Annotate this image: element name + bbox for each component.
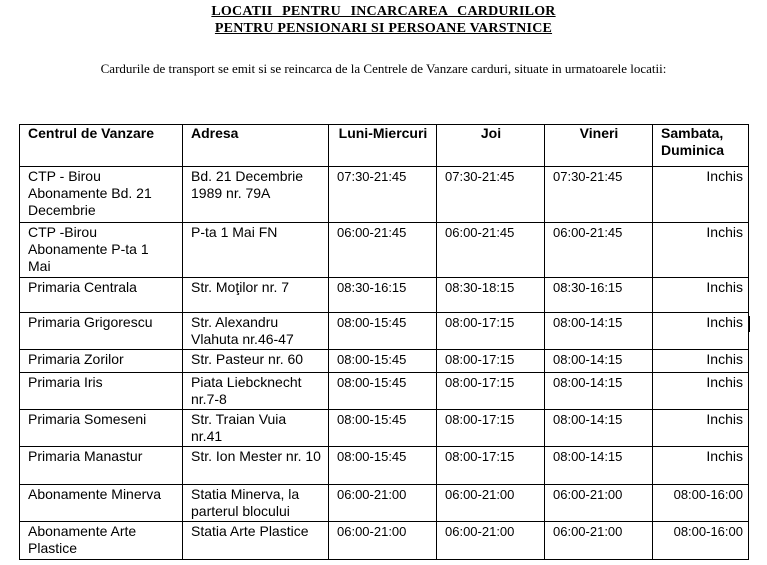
cell-vineri: 06:00-21:45 bbox=[545, 223, 653, 278]
header-sambata-duminica: Sambata, Duminica bbox=[653, 125, 749, 167]
cell-sambata-duminica: Inchis bbox=[653, 447, 749, 485]
table-row bbox=[20, 485, 749, 522]
cell-adresa: Str. Pasteur nr. 60 bbox=[183, 350, 329, 373]
cell-sambata-duminica: Inchis bbox=[653, 278, 749, 313]
table-row bbox=[20, 278, 749, 313]
cell-sambata-duminica: Inchis bbox=[653, 313, 749, 350]
cell-luni-miercuri: 08:30-16:15 bbox=[329, 278, 437, 313]
table-row bbox=[20, 313, 749, 350]
cell-luni-miercuri: 08:00-15:45 bbox=[329, 373, 437, 410]
table-row bbox=[20, 223, 749, 278]
cell-joi: 06:00-21:00 bbox=[437, 485, 545, 522]
cell-centru: Primaria Manastur bbox=[20, 447, 183, 485]
cell-joi: 08:00-17:15 bbox=[437, 410, 545, 447]
cell-sambata-duminica: Inchis bbox=[653, 410, 749, 447]
cell-vineri: 07:30-21:45 bbox=[545, 167, 653, 223]
cell-centru: Primaria Grigorescu bbox=[20, 313, 183, 350]
document-title-line-1: LOCATII PENTRU INCARCAREA CARDURILOR bbox=[211, 4, 556, 19]
document-title-line-2: PENTRU PENSIONARI SI PERSOANE VARSTNICE bbox=[214, 21, 553, 36]
cell-centru: Primaria Iris bbox=[20, 373, 183, 410]
cell-luni-miercuri: 08:00-15:45 bbox=[329, 447, 437, 485]
cell-luni-miercuri: 06:00-21:45 bbox=[329, 223, 437, 278]
cell-centru: CTP - Birou Abonamente Bd. 21 Decembrie bbox=[20, 167, 183, 223]
header-luni-miercuri: Luni-Miercuri bbox=[329, 125, 437, 167]
cell-joi: 08:30-18:15 bbox=[437, 278, 545, 313]
cell-adresa: Str. Traian Vuia nr.41 bbox=[183, 410, 329, 447]
header-centrul-de-vanzare: Centrul de Vanzare bbox=[20, 125, 183, 167]
locations-table bbox=[19, 124, 749, 560]
cell-joi: 08:00-17:15 bbox=[437, 447, 545, 485]
cell-luni-miercuri: 08:00-15:45 bbox=[329, 410, 437, 447]
cell-luni-miercuri: 06:00-21:00 bbox=[329, 522, 437, 560]
cell-centru: Abonamente Minerva bbox=[20, 485, 183, 522]
cell-luni-miercuri: 08:00-15:45 bbox=[329, 350, 437, 373]
text-cursor bbox=[749, 316, 750, 332]
table-row bbox=[20, 167, 749, 223]
cell-joi: 08:00-17:15 bbox=[437, 373, 545, 410]
cell-adresa: Bd. 21 Decembrie 1989 nr. 79A bbox=[183, 167, 329, 223]
cell-adresa: Statia Arte Plastice bbox=[183, 522, 329, 560]
cell-joi: 06:00-21:45 bbox=[437, 223, 545, 278]
cell-adresa: Str. Ion Mester nr. 10 bbox=[183, 447, 329, 485]
cell-vineri: 08:00-14:15 bbox=[545, 373, 653, 410]
cell-sambata-duminica: Inchis bbox=[653, 167, 749, 223]
cell-vineri: 08:00-14:15 bbox=[545, 350, 653, 373]
cell-luni-miercuri: 07:30-21:45 bbox=[329, 167, 437, 223]
cell-centru: Primaria Zorilor bbox=[20, 350, 183, 373]
cell-vineri: 08:00-14:15 bbox=[545, 410, 653, 447]
cell-sambata-duminica: Inchis bbox=[653, 373, 749, 410]
cell-adresa: Piata Liebcknecht nr.7-8 bbox=[183, 373, 329, 410]
table-row bbox=[20, 447, 749, 485]
table-row bbox=[20, 350, 749, 373]
cell-adresa: Str. Moţilor nr. 7 bbox=[183, 278, 329, 313]
cell-vineri: 08:00-14:15 bbox=[545, 447, 653, 485]
cell-sambata-duminica: 08:00-16:00 bbox=[653, 485, 749, 522]
cell-sambata-duminica: Inchis bbox=[653, 350, 749, 373]
cell-adresa: Str. Alexandru Vlahuta nr.46-47 bbox=[183, 313, 329, 350]
cell-adresa: Statia Minerva, la parterul blocului bbox=[183, 485, 329, 522]
table-row bbox=[20, 373, 749, 410]
cell-adresa: P-ta 1 Mai FN bbox=[183, 223, 329, 278]
cell-centru: Primaria Centrala bbox=[20, 278, 183, 313]
cell-sambata-duminica: 08:00-16:00 bbox=[653, 522, 749, 560]
cell-luni-miercuri: 06:00-21:00 bbox=[329, 485, 437, 522]
header-adresa: Adresa bbox=[183, 125, 329, 167]
table-row bbox=[20, 522, 749, 560]
header-vineri: Vineri bbox=[545, 125, 653, 167]
cell-sambata-duminica: Inchis bbox=[653, 223, 749, 278]
cell-luni-miercuri: 08:00-15:45 bbox=[329, 313, 437, 350]
cell-vineri: 08:00-14:15 bbox=[545, 313, 653, 350]
header-joi: Joi bbox=[437, 125, 545, 167]
table-header-row bbox=[20, 125, 749, 167]
cell-joi: 06:00-21:00 bbox=[437, 522, 545, 560]
cell-centru: CTP -Birou Abonamente P-ta 1 Mai bbox=[20, 223, 183, 278]
intro-paragraph: Cardurile de transport se emit si se reincarca de la Centrele de Vanzare carduri, situate in urmatoarele locatii: bbox=[100, 61, 667, 76]
cell-centru: Abonamente Arte Plastice bbox=[20, 522, 183, 560]
cell-vineri: 08:30-16:15 bbox=[545, 278, 653, 313]
cell-vineri: 06:00-21:00 bbox=[545, 485, 653, 522]
cell-joi: 08:00-17:15 bbox=[437, 350, 545, 373]
cell-joi: 07:30-21:45 bbox=[437, 167, 545, 223]
table-row bbox=[20, 410, 749, 447]
cell-centru: Primaria Someseni bbox=[20, 410, 183, 447]
cell-vineri: 06:00-21:00 bbox=[545, 522, 653, 560]
cell-joi: 08:00-17:15 bbox=[437, 313, 545, 350]
